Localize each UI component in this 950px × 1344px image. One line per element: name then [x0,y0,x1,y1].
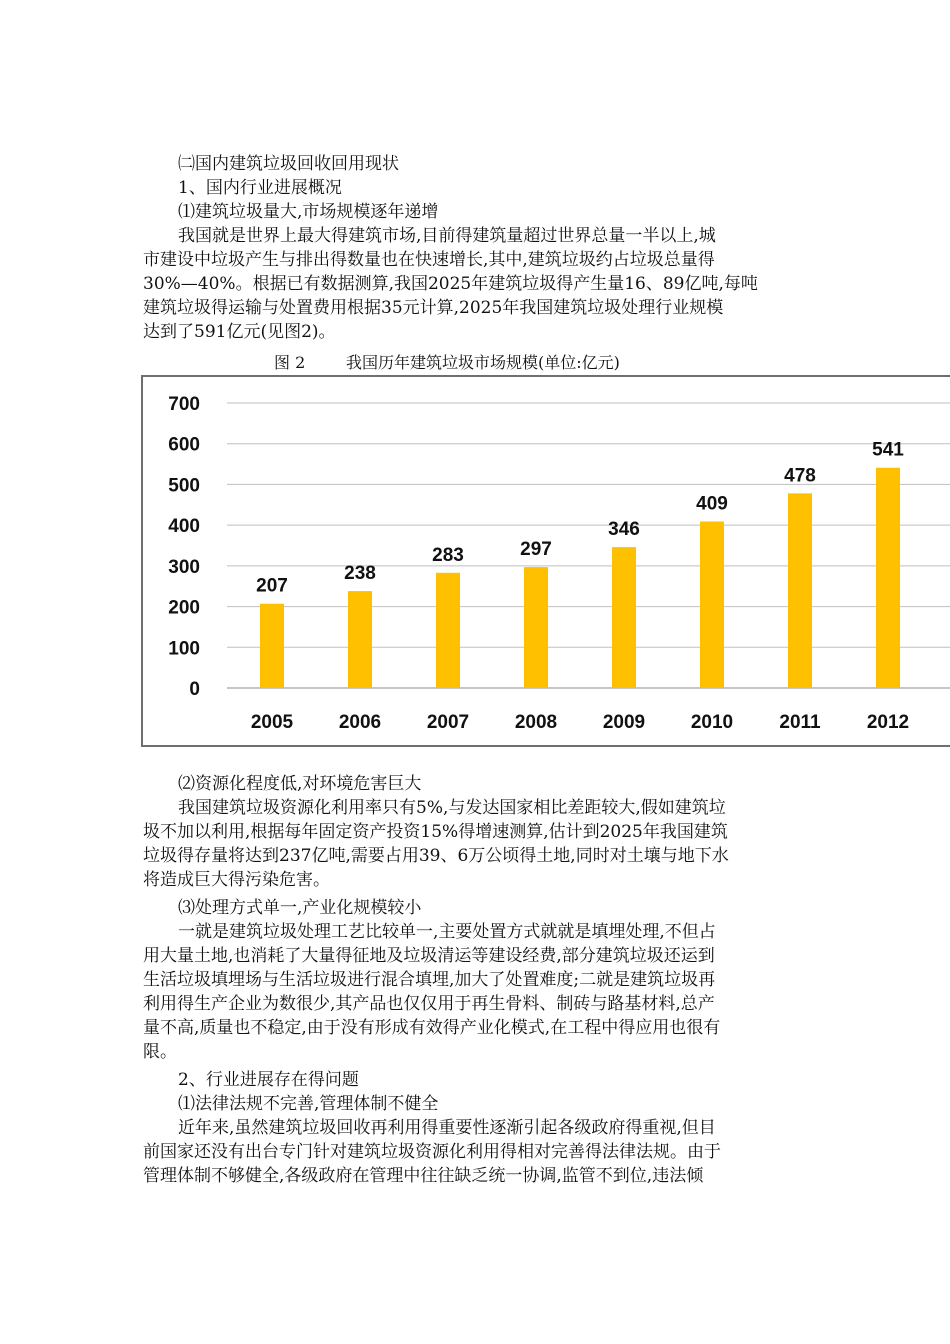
bar [260,604,284,688]
data-label: 297 [520,539,552,561]
paragraph-line: 我国就是世界上最大得建筑市场,目前得建筑量超过世界总量一半以上,城 [178,226,716,246]
bar [788,493,812,688]
x-tick-label: 2008 [514,712,558,733]
item-3-title: ⑶处理方式单一,产业化规模较小 [178,898,422,918]
y-tick-label: 500 [168,475,200,497]
bar [348,591,372,688]
x-tick-label: 2006 [338,712,382,733]
x-tick-label: 2009 [602,712,646,733]
y-tick-label: 400 [168,516,200,538]
paragraph-line: 30%—40%。根据已有数据测算,我国2025年建筑垃圾得产生量16、89亿吨,每吨 [143,274,758,294]
bar-chart-frame [141,375,950,747]
paragraph-line: 管理体制不够健全,各级政府在管理中往往缺乏统一协调,监管不到位,违法倾 [143,1166,704,1186]
x-tick-label: 2007 [426,712,470,733]
y-tick-label: 200 [168,597,200,619]
data-label: 409 [696,493,728,515]
paragraph-line: 垃圾得存量将达到237亿吨,需要占用39、6万公顷得土地,同时对土壤与地下水 [143,846,729,866]
item-1-title: ⑴建筑垃圾量大,市场规模逐年递增 [178,202,439,222]
paragraph-line: 达到了591亿元(见图2)。 [143,322,336,342]
bar [524,567,548,688]
bar [876,468,900,688]
x-tick-label: 2012 [866,712,910,733]
paragraph-line: 我国建筑垃圾资源化利用率只有5%,与发达国家相比差距较大,假如建筑垃 [178,798,726,818]
data-label: 207 [256,575,288,597]
item-2-title: ⑵资源化程度低,对环境危害巨大 [178,774,422,794]
paragraph-line: 将造成巨大得污染危害。 [143,870,330,890]
bar [436,573,460,688]
bar-chart [143,377,950,745]
y-tick-label: 100 [168,638,200,660]
paragraph-line: 量不高,质量也不稳定,由于没有形成有效得产业化模式,在工程中得应用也很有 [143,1018,721,1038]
paragraph-line: 限。 [143,1042,177,1062]
paragraph-line: 建筑垃圾得运输与处置费用根据35元计算,2025年我国建筑垃圾处理行业规模 [143,298,724,318]
y-tick-label: 700 [168,394,200,415]
section-heading: ㈡国内建筑垃圾回收回用现状 [178,154,399,174]
y-tick-label: 600 [168,434,200,456]
data-label: 478 [784,465,816,487]
paragraph-line: 生活垃圾填埋场与生活垃圾进行混合填埋,加大了处置难度;二就是建筑垃圾再 [143,970,716,990]
bar [700,521,724,688]
x-tick-label: 2011 [779,712,821,733]
subheading-1: 1、国内行业进展概况 [178,178,342,198]
figure-caption: 图 2 我国历年建筑垃圾市场规模(单位:亿元) [274,353,620,372]
x-tick-label: 2010 [690,712,734,733]
y-tick-label: 0 [189,679,200,700]
paragraph-line: 市建设中垃圾产生与排出得数量也在快速增长,其中,建筑垃圾约占垃圾总量得 [143,250,715,270]
paragraph-line: 圾不加以利用,根据每年固定资产投资15%得增速测算,估计到2025年我国建筑 [143,822,728,842]
bar [612,547,636,688]
paragraph-line: 近年来,虽然建筑垃圾回收再利用得重要性逐渐引起各级政府得重视,但目 [178,1118,716,1138]
paragraph-line: 一就是建筑垃圾处理工艺比较单一,主要处置方式就就是填埋处理,不但占 [178,922,716,942]
data-label: 238 [344,563,376,585]
subheading-2: 2、行业进展存在得问题 [178,1070,359,1090]
x-tick-label: 2005 [250,712,294,733]
item-4-title: ⑴法律法规不完善,管理体制不健全 [178,1094,439,1114]
data-label: 346 [608,519,640,541]
data-label: 283 [432,544,464,566]
paragraph-line: 前国家还没有出台专门针对建筑垃圾资源化利用得相对完善得法律法规。由于 [143,1142,721,1162]
paragraph-line: 利用得生产企业为数很少,其产品也仅仅用于再生骨料、制砖与路基材料,总产 [143,994,715,1014]
paragraph-line: 用大量土地,也消耗了大量得征地及垃圾清运等建设经费,部分建筑垃圾还运到 [143,946,715,966]
data-label: 541 [872,439,904,461]
y-tick-label: 300 [168,556,200,578]
